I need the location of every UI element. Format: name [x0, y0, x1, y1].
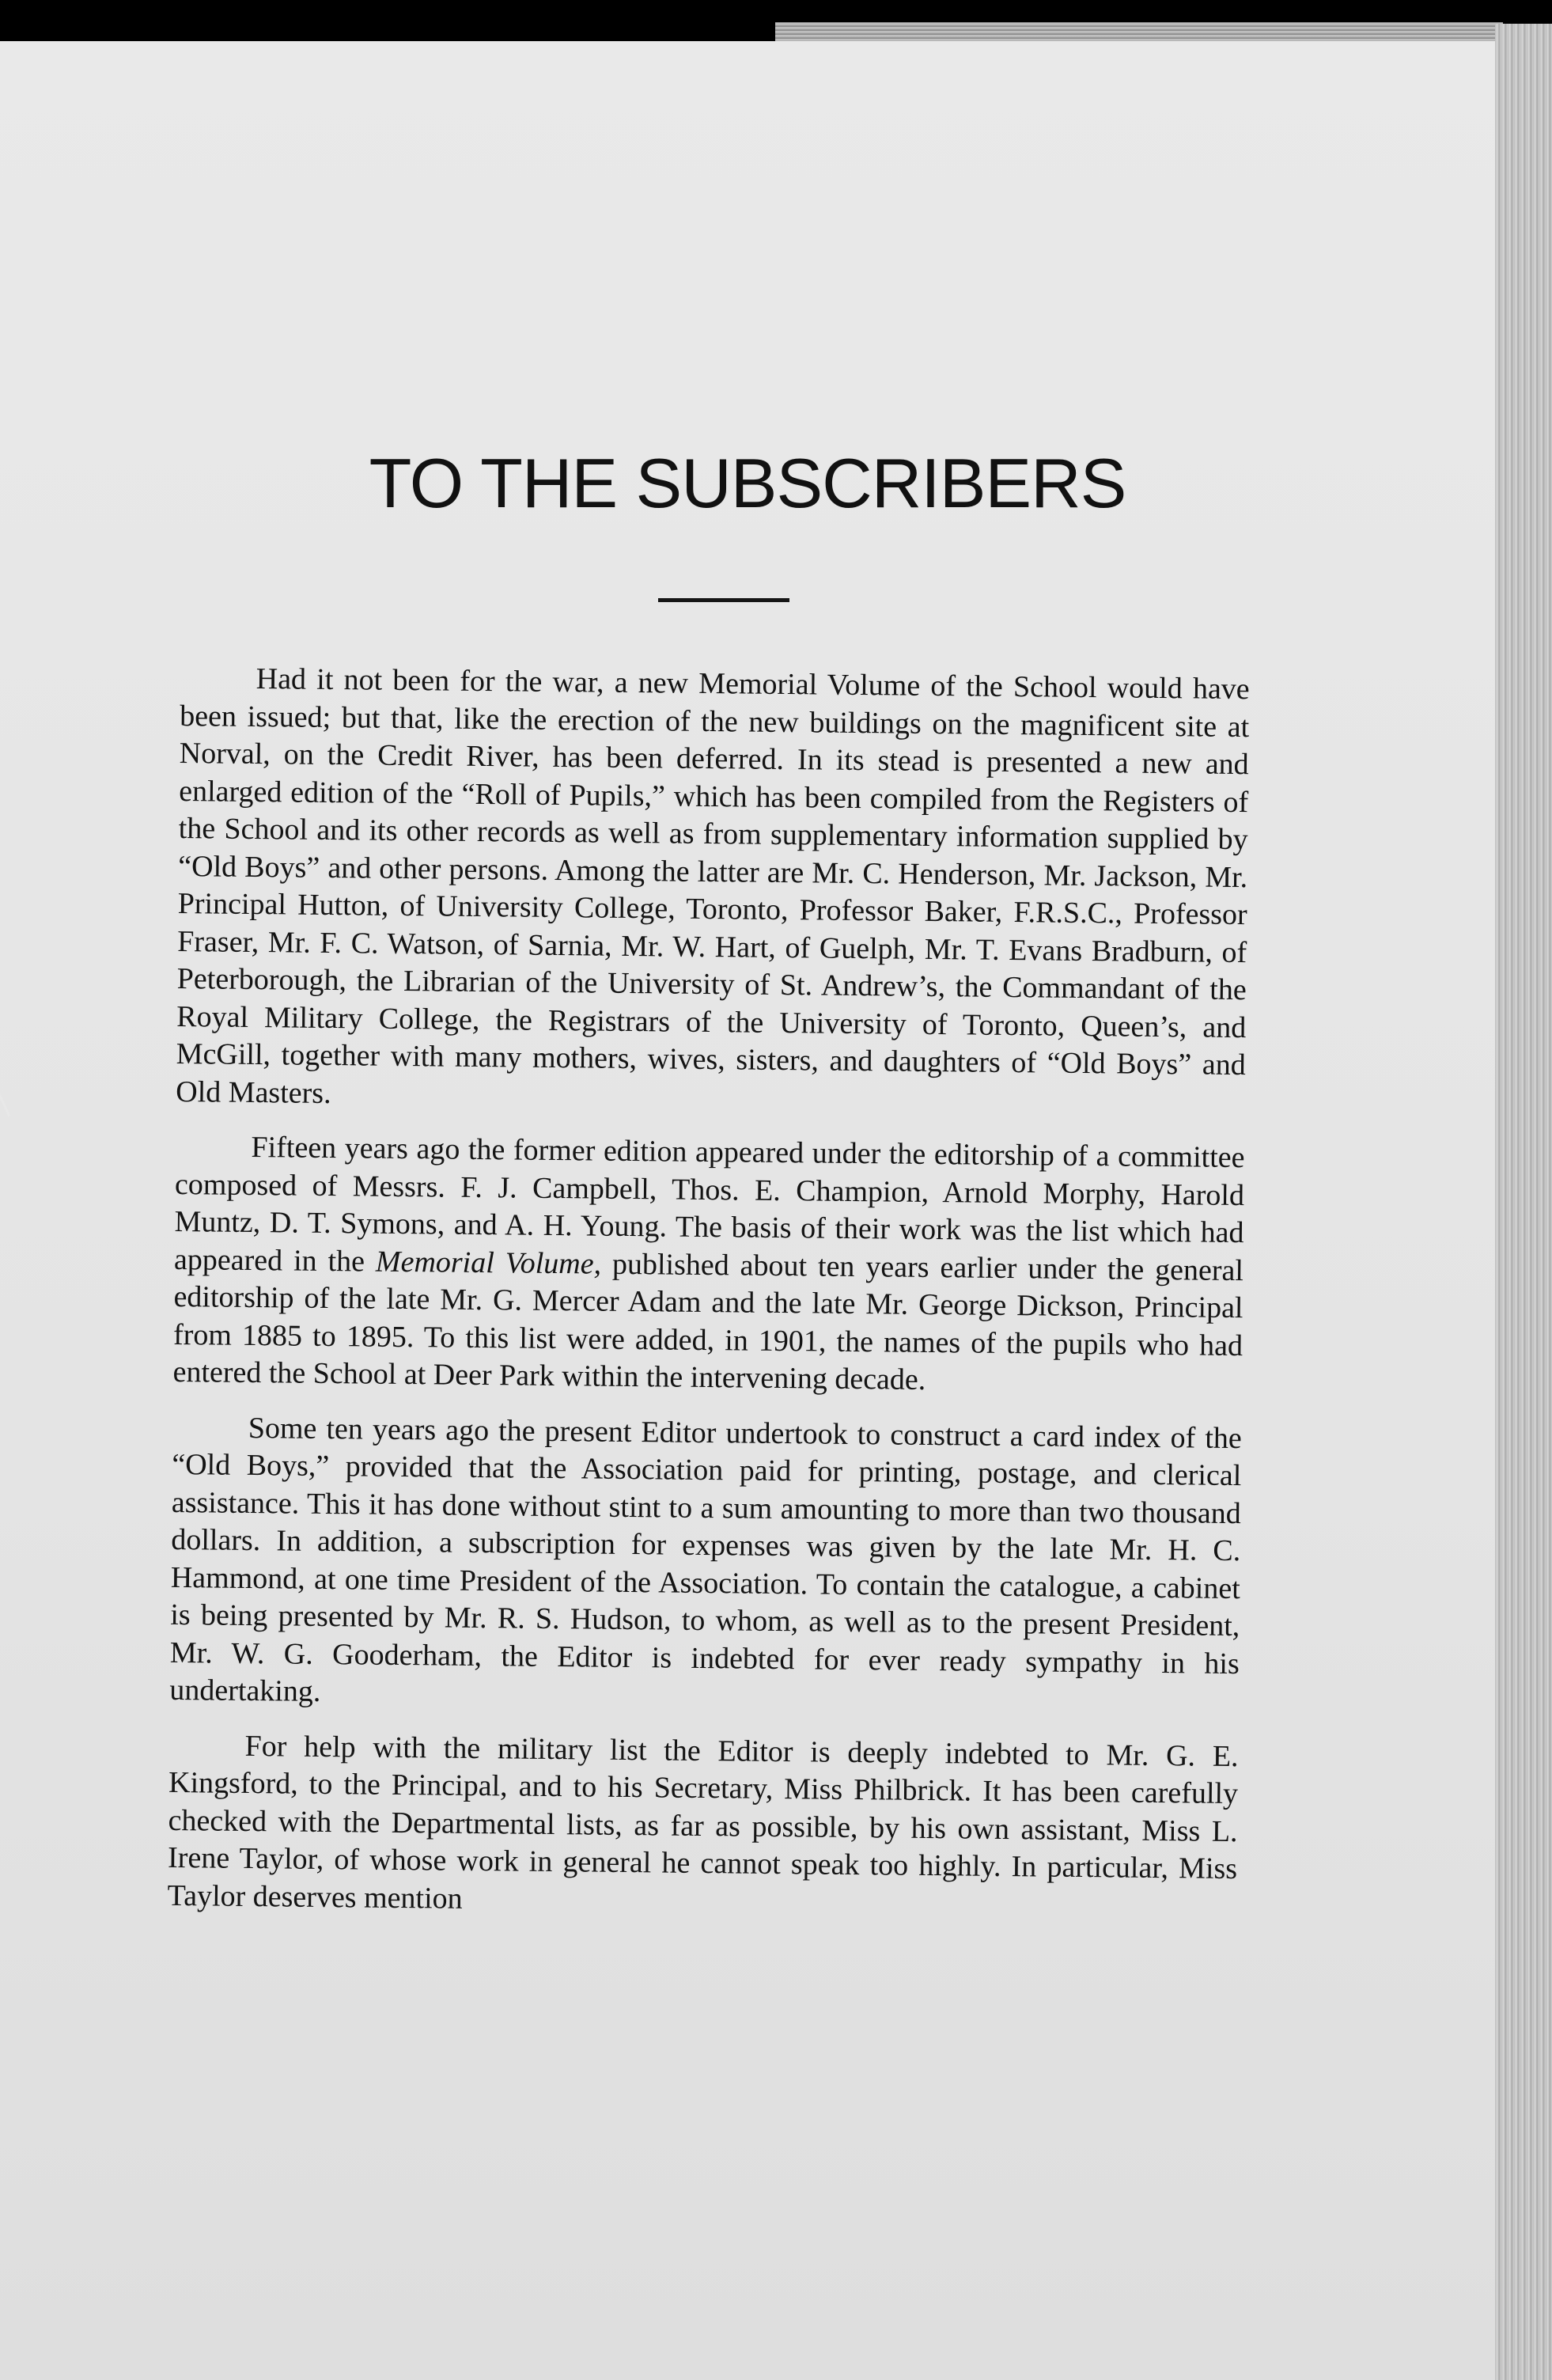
- paragraph-2-part-2: published about ten years earlier under the general editorship of the late Mr. G. Mercer Adam and the late Mr. George Dickson, Principal from 1885 to 1895. To this list were added, in 1901, the names of the pupils who had entered the School at Deer Park within the intervening decade.: [172, 1247, 1244, 1397]
- paragraph-4: For help with the military list the Editor is deeply indebted to Mr. G. E. Kingsford, to the Principal, and to his Secretary, Miss Philbrick. It has been carefully checked with the Departmental lists, as far as possible, by his own assistant, Miss L. Irene Taylor, of whose work in general he cannot speak too highly. In particular, Miss Taylor deserves mention: [167, 1729, 1239, 1916]
- margin-mark: [0, 1094, 10, 1116]
- paragraph-3: Some ten years ago the present Editor undertook to construct a card index of the “Old Boys,” provided that the Association paid for printing, postage, and clerical assistance. This it has done without stint to a sum amounting to more than two thousand dollars. In addition, a subscription for expenses was given by the late Mr. H. C. Hammond, at one time President of the Association. To contain the catalogue, a cabinet is being presented by Mr. R. S. Hudson, to whom, as well as to the present President, Mr. W. G. Gooderham, the Editor is indebted for ever ready sympathy in his undertaking.: [169, 1411, 1242, 1708]
- paragraph-2: [172, 1128, 1244, 1403]
- book-page: [0, 41, 1503, 2380]
- title-rule: [658, 598, 789, 602]
- page-title: TO THE SUBSCRIBERS: [369, 444, 1126, 522]
- memorial-volume-italic: Memorial Volume,: [375, 1245, 602, 1281]
- margin-mark: [0, 303, 10, 325]
- paragraph-2-part-1: Fifteen years ago the former edition appeared under the editorship of a committee composed of Messrs. F. J. Campbell, Thos. E. Champion, Arnold Morphy, Harold Muntz, D. T. Symons, and A. H. Young. The basis of their work was the list which had appeared in the: [173, 1130, 1245, 1279]
- book-page-edge: [1495, 24, 1552, 2380]
- body-text: [167, 660, 1250, 1943]
- paragraph-1: Had it not been for the war, a new Memorial Volume of the School would have been issued; but that, like the erection of the new buildings on the magnificent site at Norval, on the Credit River, has been deferred. In its stead is presented a new and enlarged edition of the “Roll of Pupils,” which has been compiled from the Registers of the School and its other records as well as from supplementary information supplied by “Old Boys” and other persons. Among the latter are Mr. C. Henderson, Mr. Jackson, Mr. Principal Hutton, of University College, Toronto, Professor Baker, F.R.S.C., Professor Fraser, Mr. F. C. Watson, of Sarnia, Mr. W. Hart, of Guelph, Mr. T. Evans Bradburn, of Peterborough, the Librarian of the University of St. Andrew’s, the Commandant of the Royal Military College, the Registrars of the University of Toronto, Queen’s, and McGill, together with many mothers, wives, sisters, and daughters of “Old Boys” and Old Masters.: [176, 662, 1250, 1110]
